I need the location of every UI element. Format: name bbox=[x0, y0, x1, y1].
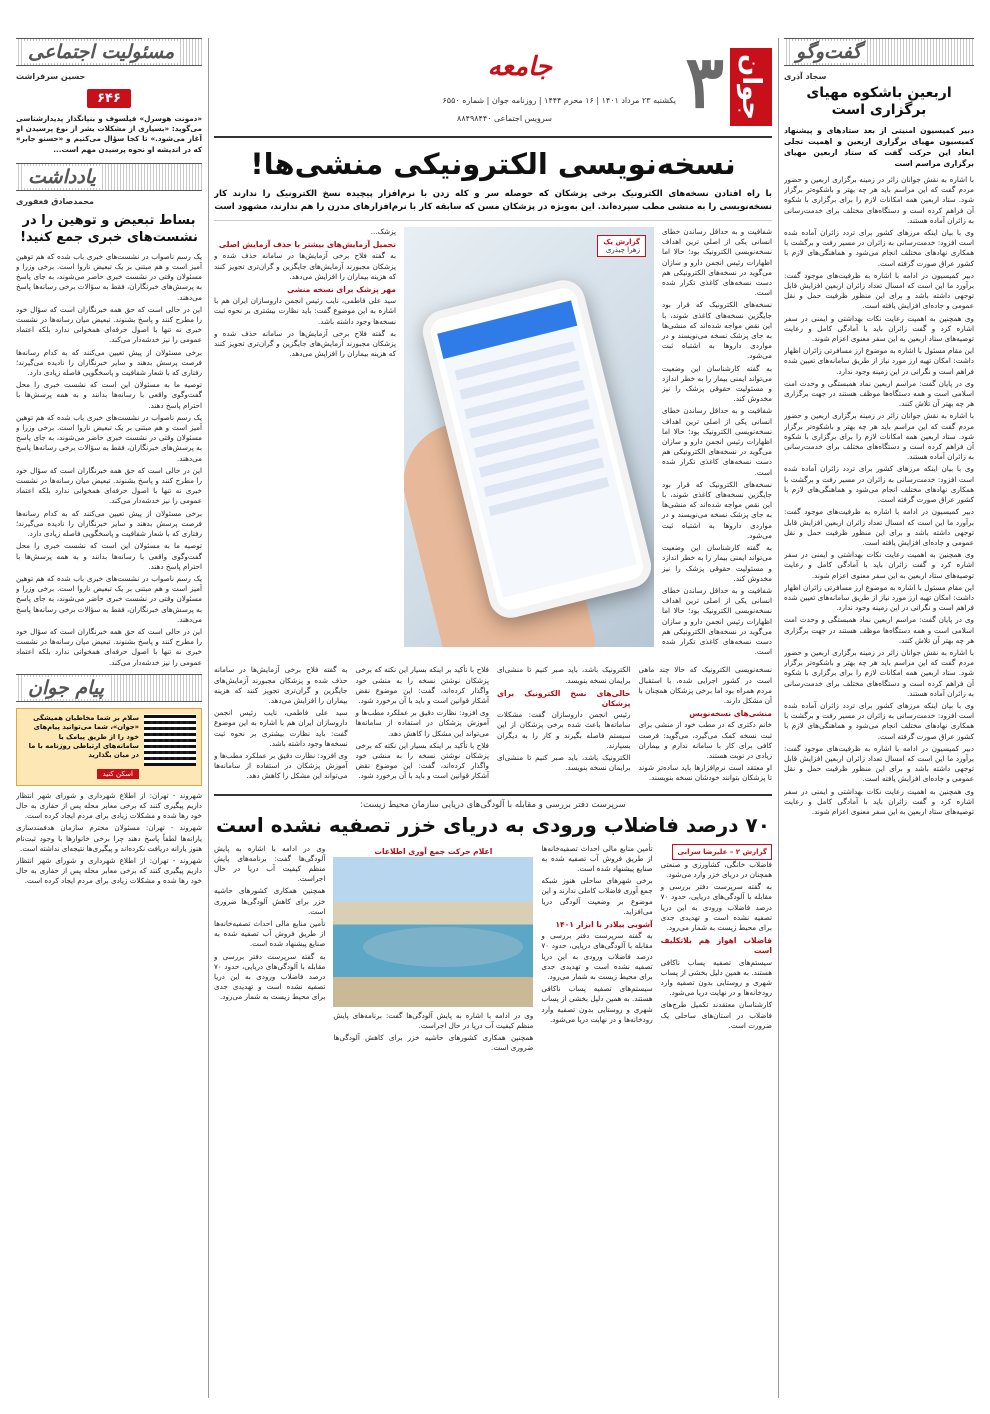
paragraph: این مقام مسئول با اشاره به موضوع ارز مسافرتی زائران اظهار داشت: امکان تهیه ارز مورد نیاز از طریق سامانه‌های تعیین شده فراهم است و نگرانی در این زمینه وجود ندارد. bbox=[784, 346, 974, 376]
subheading: آشوبی بیلادر با ابزار ۱۴۰۱ bbox=[555, 919, 653, 929]
subheading: اعلام حرکت جمع آوری اطلاعات bbox=[374, 846, 493, 856]
paragraph: این در حالی است که حق همه خبرنگاران است که سؤال خود را مطرح کنند و پاسخ بشنوند. تبعیض میان رسانه‌ها در نشست خبری نه تنها با اصول حرفه‌ای همخوانی ندارد بلکه اعتماد عمومی را نیز خدشه‌دار می‌کند. bbox=[16, 304, 202, 345]
subheading: فاضلاب اهواز هم بلاتکلیف است bbox=[660, 936, 772, 956]
paragraph: به گفته سرپرست دفتر بررسی و مقابله با آلودگی‌های دریایی، حدود ۷۰ درصد فاضلاب ورودی به این دریا تصفیه نشده است و تهدیدی جدی برای محیط زیست به شمار می‌رود. bbox=[660, 882, 772, 932]
paragraph: وی همچنین به اهمیت رعایت نکات بهداشتی و ایمنی در سفر اشاره کرد و گفت زائران باید با آمادگی کامل و رعایت توصیه‌های ستاد اربعین به این سفر معنوی اعزام شوند. bbox=[784, 786, 974, 816]
story-column bbox=[662, 227, 772, 659]
report-tag bbox=[597, 235, 646, 257]
section-title: یادداشت bbox=[22, 166, 102, 188]
paragraph: وی با بیان اینکه مرزهای کشور برای تردد زائران آماده شده است افزود: خدمت‌رسانی به زائران در مسیر رفت و برگشت با همکاری نهادهای مختلف انجام می‌شود و هماهنگی‌های لازم با کشور عراق صورت گرفته است. bbox=[784, 228, 974, 268]
section-title: مسئولیت اجتماعی bbox=[22, 41, 180, 63]
paragraph: دبیر کمیسیون در ادامه با اشاره به ظرفیت‌های موجود گفت: برآورد ما این است که امسال تعداد زائران اربعین افزایش قابل توجهی داشته باشد و برای این منظور ظرفیت حمل و نقل عمومی و جاده‌ای افزایش یافته است. bbox=[784, 507, 974, 547]
reader-message-box bbox=[16, 708, 202, 786]
page-number: ۳ bbox=[685, 39, 724, 124]
story-column bbox=[541, 844, 652, 1056]
paragraph: وی با بیان اینکه مرزهای کشور برای تردد زائران آماده شده است افزود: خدمت‌رسانی به زائران در مسیر رفت و برگشت با همکاری نهادهای مختلف انجام می‌شود و هماهنگی‌های لازم با کشور عراق صورت گرفته است. bbox=[784, 700, 974, 741]
subheading: حالی‌های نسخ الکترونیک برای پزشکان bbox=[497, 688, 631, 708]
reader-messages bbox=[16, 791, 202, 887]
article-body bbox=[784, 175, 974, 817]
paragraph: به گفته کارشناسان این وضعیت می‌تواند ایمنی بیمار را به خطر اندازد و مسئولیت حقوقی پزشک را نیز مخدوش کند. bbox=[662, 543, 772, 583]
paragraph: تأمین منابع مالی احداث تصفیه‌خانه‌ها از طریق فروش آب تصفیه شده به صنایع پیشنهاد شده است. bbox=[541, 843, 653, 873]
sea-pollution-photo bbox=[333, 857, 533, 1007]
section-title: گفت‌وگو bbox=[790, 41, 867, 63]
scan-button[interactable]: اسکن کنید bbox=[97, 769, 139, 779]
paragraph: فلاح با تأکید بر اینکه بسیار این نکته که برخی پزشکان نوشتن نسخه را به منشی خود واگذار کرده‌اند، گفت: این موضوع نقض آشکار قوانین است و باید با آن برخورد شود. bbox=[355, 665, 489, 705]
qr-text: سلام بر شما مخاطبان همیشگی «جوان»، شما می‌توانید پیام‌های خود را از طریق پیامک یا سامانه‌های ارتباطی روزنامه با ما در میان بگذارید bbox=[28, 713, 139, 760]
paragraph: کارشناسان معتقدند تکمیل طرح‌های فاضلاب در استان‌های ساحلی یک ضرورت است. bbox=[660, 1000, 772, 1030]
paragraph: یک رسم ناصواب در نشست‌های خبری باب شده که هم توهین آمیز است و هم مبتنی بر یک تبعیض ناروا است. برخی وزرا و مسئولان وقتی در نشست خبری حاضر می‌شوند، به جای پاسخ به پرسش‌های خبرنگاران، فقط به سؤالات برخی رسانه‌ها پاسخ می‌دهند. bbox=[16, 251, 202, 302]
paragraph: همچنین همکاری کشورهای حاشیه خزر برای کاهش آلودگی‌ها ضروری است. bbox=[214, 886, 326, 916]
article-lead: دبیر کمیسیون امنیتی از بعد ستادهای و پیشنهاد کمیسیون مهیای برگزاری اربعین و اهمیت تجلی ابعاد این حرکت گفت که ستاد اربعین مهیای برگزاری مراسم است bbox=[784, 126, 974, 168]
paragraph: رئیس انجمن داروسازان گفت: مشکلات سامانه‌ها باعث شده برخی پزشکان از این سیستم فاصله بگیرند و کار را به دیگران بسپارند. bbox=[497, 710, 631, 750]
paragraph: سید علی فاطمی، نایب رئیس انجمن داروسازان ایران هم با اشاره به این موضوع گفت: باید نظارت بیشتری بر نحوه ثبت نسخه‌ها وجود داشته باشد. bbox=[214, 296, 396, 326]
paragraph: الکترونیک باشد، باید صبر کنیم تا منشی‌ای برایمان نسخه بنویسد. bbox=[497, 752, 631, 773]
paragraph: توصیه ما به مسئولان این است که نشست خبری را محل گفت‌وگوی واقعی با رسانه‌ها بدانند و به همه پرسش‌ها با احترام پاسخ دهند. bbox=[16, 541, 202, 571]
masthead bbox=[214, 38, 772, 138]
paragraph: او معتقد است نرم‌افزارها باید ساده‌تر شوند تا پزشکان بتوانند خودشان نسخه بنویسند. bbox=[638, 763, 772, 783]
main-story-lower bbox=[214, 665, 772, 785]
story-column bbox=[214, 227, 396, 659]
main-headline: نسخه‌نویسی الکترونیکی منشی‌ها! bbox=[250, 147, 736, 181]
paragraph: یک رسم ناصواب در نشست‌های خبری باب شده که هم توهین آمیز است و هم مبتنی بر یک تبعیض ناروا است. برخی وزرا و مسئولان وقتی در نشست خبری حاضر می‌شوند، به جای پاسخ به پرسش‌های خبرنگاران، فقط به سؤالات برخی رسانه‌ها پاسخ می‌دهند. bbox=[16, 573, 202, 624]
paragraph: وی در ادامه با اشاره به پایش آلودگی‌ها گفت: برنامه‌های پایش منظم کیفیت آب دریا در حال اجراست. bbox=[214, 843, 326, 884]
story-column bbox=[214, 844, 325, 1056]
author-name: سجاد آذری bbox=[784, 72, 827, 81]
paragraph: وی در ادامه با اشاره به پایش آلودگی‌ها گفت: برنامه‌های پایش منظم کیفیت آب دریا در حال اجراست. bbox=[333, 1010, 534, 1030]
paragraph: وی در پایان گفت: مراسم اربعین نماد همبستگی و وحدت امت اسلامی است و همه دستگاه‌ها موظف هستند در جهت برگزاری هر چه بهتر آن تلاش کنند. bbox=[784, 615, 974, 645]
paragraph: به گفته سرپرست دفتر بررسی و مقابله با آلودگی‌های دریایی، حدود ۷۰ درصد فاضلاب ورودی به این دریا تصفیه نشده است و تهدیدی جدی برای محیط زیست به شمار می‌رود. bbox=[214, 951, 326, 1002]
paragraph: وی همچنین به اهمیت رعایت نکات بهداشتی و ایمنی در سفر اشاره کرد و گفت زائران باید با آمادگی کامل و رعایت توصیه‌های ستاد اربعین به این سفر معنوی اعزام شوند. bbox=[784, 313, 974, 344]
paragraph: شفافیت و به حداقل رساندن خطای انسانی یکی از اصلی ترین اهداف نسخه‌نویسی الکترونیک بود؛ حالا اما اظهارات رئیس انجمن دارو و سازان می‌گوید در نسخه‌های الکترونیکی هم دست نسخه‌های کاغذی تکرار شده است. bbox=[662, 406, 772, 477]
paragraph: نسخه‌های الکترونیک که قرار بود جایگزین نسخه‌های کاغذی شوند، با این نقص مواجه شده‌اند که منشی‌ها به جای پزشک نسخه می‌نویسند و در مواردی داروها به اشتباه ثبت می‌شود. bbox=[662, 479, 772, 540]
second-story bbox=[214, 794, 772, 1056]
paragraph: این در حالی است که حق همه خبرنگاران است که سؤال خود را مطرح کنند و پاسخ بشنوند. تبعیض میان رسانه‌ها در نشست خبری نه تنها با اصول حرفه‌ای همخوانی ندارد بلکه اعتماد عمومی را نیز خدشه‌دار می‌کند. bbox=[16, 626, 202, 667]
message-item: شهروند - تهران: مسئولان محترم سازمان هدفمندسازی یارانه‌ها لطفاً پاسخ دهند چرا برخی خانوارها با وجود ثبت‌نام هنوز یارانه دریافت نکرده‌اند و پیگیری‌ها نتیجه‌ای نداشته است. bbox=[16, 823, 202, 853]
paragraph: با اشاره به نقش جوانان زائر در زمینه برگزاری اربعین و حضور مردم گفت که این مراسم باید هر چه بهتر و باشکوه‌تر برگزار شود. ستاد اربعین همه امکانات لازم را برای برگزاری با شکوه آن فراهم کرده است و دستگاه‌های مختلف برای خدمت‌رسانی به زائران آماده هستند. bbox=[784, 411, 974, 462]
photo-area bbox=[333, 844, 533, 1056]
message-item: شهروند - تهران: از اطلاع شهرداری و شورای شهر انتظار داریم پیگیری کنند که برخی معابر محله پس از حفاری به حال خود رها شده و مشکلات زیادی برای مردم ایجاد کرده است. bbox=[16, 855, 202, 886]
paragraph: پزشک... bbox=[370, 227, 396, 236]
photo-area bbox=[404, 227, 654, 659]
author-name: محمدصادق فغفوری bbox=[16, 196, 94, 206]
paragraph: به گفته سرپرست دفتر بررسی و مقابله با آلودگی‌های دریایی، حدود ۷۰ درصد فاضلاب ورودی به این دریا تصفیه نشده است و تهدیدی جدی برای محیط زیست به شمار می‌رود. bbox=[541, 931, 653, 981]
paragraph: شفافیت و به حداقل رساندن خطای انسانی یکی از اصلی ترین اهداف نسخه‌نویسی الکترونیک بود؛ حالا اما اظهارات رئیس انجمن دارو و سازان می‌گوید در نسخه‌های الکترونیکی هم دست نسخه‌های کاغذی تکرار شده است. bbox=[662, 227, 772, 298]
right-column bbox=[784, 38, 974, 1398]
paragraph: این در حالی است که حق همه خبرنگاران است که سؤال خود را مطرح کنند و پاسخ بشنوند. تبعیض میان رسانه‌ها در نشست خبری نه تنها با اصول حرفه‌ای همخوانی ندارد بلکه اعتماد عمومی را نیز خدشه‌دار می‌کند. bbox=[16, 465, 202, 506]
paragraph: وی در پایان گفت: مراسم اربعین نماد همبستگی و وحدت امت اسلامی است و همه دستگاه‌ها موظف هستند در جهت برگزاری هر چه بهتر آن تلاش کنند. bbox=[784, 378, 974, 409]
section-banner bbox=[16, 674, 202, 702]
paragraph: این مقام مسئول با اشاره به موضوع ارز مسافرتی زائران اظهار داشت: امکان تهیه ارز مورد نیاز از طریق سامانه‌های تعیین شده فراهم است و نگرانی در این زمینه وجود ندارد. bbox=[784, 582, 974, 613]
paragraph: سیستم‌های تصفیه پساب ناکافی هستند. به همین دلیل بخشی از پساب شهری و روستایی بدون تصفیه وارد رودخانه‌ها و در نهایت دریا می‌شود. bbox=[660, 957, 772, 998]
second-story-body bbox=[214, 844, 772, 1056]
paragraph: همچنین همکاری کشورهای حاشیه خزر برای کاهش آلودگی‌ها ضروری است. bbox=[333, 1032, 534, 1053]
second-story-kicker: سرپرست دفتر بررسی و مقابله با آلودگی‌های دریایی سازمان محیط زیست: bbox=[360, 799, 626, 810]
paragraph: برخی شهرهای ساحلی هنوز شبکه جمع آوری فاضلاب کاملی ندارند و این موضوع بر وضعیت آلودگی دریا می‌افزاید. bbox=[541, 876, 653, 916]
newspaper-logo: جوان bbox=[730, 48, 772, 126]
paragraph: برخی مسئولان از پیش تعیین می‌کنند که به کدام رسانه‌ها فرصت پرسش بدهند و سایر خبرنگاران را نادیده می‌گیرند؛ رفتاری که با شعار شفافیت و پاسخگویی فاصله زیادی دارد. bbox=[16, 508, 202, 539]
paragraph: وی افزود: نظارت دقیق بر عملکرد مطب‌ها و آموزش پزشکان در استفاده از سامانه‌ها می‌تواند این مشکل را کاهش دهد. bbox=[214, 750, 348, 781]
author-name: حسین سرفراشت bbox=[16, 72, 86, 81]
intro-text: «دمونت هوسرل» فیلسوف و بنیانگذار پدیدارشناسی می‌گوید: «بسیاری از مشکلات بشر از نوع پرسیدن او آغاز می‌شود.» تا کجا سؤال می‌کنیم و «حسنو جابر» که در اندیشه او نحوه پرسیدن مهم است... bbox=[16, 114, 202, 154]
story-column bbox=[214, 665, 348, 785]
paragraph: به گفته فلاح برخی آزمایش‌ها در سامانه حذف شده و پزشکان مجبورند آزمایش‌های جایگزین و گران‌تری تجویز کنند که هزینه بیماران را افزایش می‌دهد. bbox=[214, 251, 396, 281]
paragraph: وی افزود: نظارت دقیق بر عملکرد مطب‌ها و آموزش پزشکان در استفاده از سامانه‌ها می‌تواند این مشکل را کاهش دهد. bbox=[355, 708, 489, 738]
paragraph: به گفته فلاح برخی آزمایش‌ها در سامانه حذف شده و پزشکان مجبورند آزمایش‌های جایگزین و گران‌تری تجویز کنند که هزینه بیماران را افزایش می‌دهد. bbox=[214, 665, 348, 705]
column-divider bbox=[208, 38, 209, 1398]
paragraph: وی با بیان اینکه مرزهای کشور برای تردد زائران آماده شده است افزود: خدمت‌رسانی به زائران در مسیر رفت و برگشت با همکاری نهادهای مختلف انجام می‌شود و هماهنگی‌های لازم با کشور عراق صورت گرفته است. bbox=[784, 464, 974, 505]
story-column bbox=[333, 1011, 533, 1054]
paragraph: خانم دکتری که در مطب خود از منشی برای ثبت نسخه کمک می‌گیرد، می‌گوید: فرصت کافی برای کار با سامانه ندارم و بیماران زیادی در نوبت هستند. bbox=[638, 720, 772, 760]
paragraph: دبیر کمیسیون در ادامه با اشاره به ظرفیت‌های موجود گفت: برآورد ما این است که امسال تعداد زائران اربعین افزایش قابل توجهی داشته باشد و برای این منظور ظرفیت حمل و نقل عمومی و جاده‌ای افزایش یافته است. bbox=[784, 270, 974, 311]
article-title: اربعین باشکوه مهیای برگزاری است bbox=[806, 85, 952, 118]
paragraph: به گفته کارشناسان این وضعیت می‌تواند ایمنی بیمار را به خطر اندازد و مسئولیت حقوقی پزشک را نیز مخدوش کند. bbox=[662, 363, 772, 404]
second-story-title: ۷۰ درصد فاضلاب ورودی به دریای خزر تصفیه نشده است bbox=[216, 812, 770, 837]
subheading: مهر پزشک برای نسخه منشی bbox=[287, 285, 396, 295]
section-title: پیام جوان bbox=[22, 677, 110, 699]
reporter-name: زهرا چیذری bbox=[605, 246, 640, 254]
subheading: تحمیل آزمایش‌های بیشتر با حذف آزمایش اصلی bbox=[218, 240, 396, 250]
paragraph: فاضلاب خانگی، کشاورزی و صنعتی همچنان در دریای خزر وارد می‌شود. bbox=[660, 859, 772, 879]
number-badge: ۶۴۶ bbox=[87, 89, 131, 108]
paragraph: برخی مسئولان از پیش تعیین می‌کنند که به کدام رسانه‌ها فرصت پرسش بدهند و سایر خبرنگاران را نادیده می‌گیرند؛ رفتاری که با شعار شفافیت و پاسخگویی فاصله زیادی دارد. bbox=[16, 347, 202, 378]
section-name: جامعه bbox=[487, 52, 552, 82]
section-banner bbox=[16, 163, 202, 191]
paragraph: الکترونیک باشد، باید صبر کنیم تا منشی‌ای برایمان نسخه بنویسد. bbox=[497, 665, 631, 685]
smartphone-photo bbox=[404, 227, 654, 647]
main-lead: با راه افتادن نسخه‌های الکترونیک برخی پزشکان که حوصله سر و کله زدن با نرم‌افزار پیچیده نسخ الکترونیک را ندارند کار نسخه‌نویسی را به منشی مطب سپرده‌اند. این به‌ویژه در پزشکان مسن که سابقه کار با نرم‌افزارهای مدرن را هم ندارند، مشهود است bbox=[214, 188, 772, 221]
message-item: شهروند - تهران: از اطلاع شهرداری و شورای شهر انتظار داریم پیگیری کنند که برخی معابر محله پس از حفاری به حال خود رها شده و مشکلات زیادی برای مردم ایجاد کرده است. bbox=[16, 790, 202, 821]
paragraph: دبیر کمیسیون در ادامه با اشاره به ظرفیت‌های موجود گفت: برآورد ما این است که امسال تعداد زائران اربعین افزایش قابل توجهی داشته باشد و برای این منظور ظرفیت حمل و نقل عمومی و جاده‌ای افزایش یافته است. bbox=[784, 743, 974, 784]
story-column bbox=[356, 665, 490, 785]
report-label: گزارش یک bbox=[603, 238, 640, 246]
article-body bbox=[16, 252, 202, 668]
main-story-body bbox=[214, 227, 772, 659]
paragraph: با اشاره به نقش جوانان زائر در زمینه برگزاری اربعین و حضور مردم گفت که این مراسم باید هر چه بهتر و باشکوه‌تر برگزار شود. ستاد اربعین همه امکانات لازم را برای برگزاری با شکوه آن فراهم کرده است و دستگاه‌های مختلف برای خدمت‌رسانی به زائران آماده هستند. bbox=[784, 647, 974, 698]
dateline: یکشنبه ۲۳ مرداد ۱۴۰۱ | ۱۶ محرم ۱۴۴۴ | روزنامه جوان | شماره ۶۵۵۰ bbox=[442, 96, 676, 105]
paragraph: نسخه‌نویسی الکترونیک که حالا چند ماهی است در کشور اجرایی شده، با استقبال مردم همراه بود اما برخی پزشکان همچنان با آن مشکل دارند. bbox=[638, 665, 772, 705]
paragraph: وی همچنین به اهمیت رعایت نکات بهداشتی و ایمنی در سفر اشاره کرد و گفت زائران باید با آمادگی کامل و رعایت توصیه‌های ستاد اربعین به این سفر معنوی اعزام شوند. bbox=[784, 550, 974, 580]
paragraph: سید علی فاطمی، نایب رئیس انجمن داروسازان ایران هم با اشاره به این موضوع گفت: باید نظارت بیشتری بر نحوه ثبت نسخه‌ها وجود داشته باشد. bbox=[214, 708, 348, 748]
story-column bbox=[639, 665, 773, 785]
paragraph: تأمین منابع مالی احداث تصفیه‌خانه‌ها از طریق فروش آب تصفیه شده به صنایع پیشنهاد شده است. bbox=[214, 918, 326, 949]
paragraph: سیستم‌های تصفیه پساب ناکافی هستند. به همین دلیل بخشی از پساب شهری و روستایی بدون تصفیه وارد رودخانه‌ها و در نهایت دریا می‌شود. bbox=[541, 984, 653, 1024]
left-column bbox=[16, 38, 202, 1398]
paragraph: توصیه ما به مسئولان این است که نشست خبری را محل گفت‌وگوی واقعی با رسانه‌ها بدانند و به همه پرسش‌ها با احترام پاسخ دهند. bbox=[16, 380, 202, 410]
subheading: منشی‌های نسخه‌نویس bbox=[689, 709, 772, 719]
report-tag: گزارش ۲ – علیرضا سرابی bbox=[672, 844, 772, 860]
story-column bbox=[661, 844, 772, 1056]
column-divider bbox=[778, 38, 779, 1398]
service-line: سرویس اجتماعی ۸۸۴۹۸۴۴۰ bbox=[457, 114, 552, 123]
paragraph: نسخه‌های الکترونیک که قرار بود جایگزین نسخه‌های کاغذی شوند، با این نقص مواجه شده‌اند که منشی‌ها به جای پزشک نسخه می‌نویسند و در مواردی داروها به اشتباه ثبت می‌شود. bbox=[662, 300, 772, 361]
section-banner bbox=[16, 38, 202, 66]
section-banner bbox=[784, 38, 974, 66]
paragraph: فلاح با تأکید بر اینکه بسیار این نکته که برخی پزشکان نوشتن نسخه را به منشی خود واگذار کرده‌اند، گفت: این موضوع نقض آشکار قوانین است و باید با آن برخورد شود. bbox=[355, 740, 489, 781]
paragraph: شفافیت و به حداقل رساندن خطای انسانی یکی از اصلی ترین اهداف نسخه‌نویسی الکترونیک بود؛ حالا اما اظهارات رئیس انجمن دارو و سازان می‌گوید در نسخه‌های الکترونیکی هم دست نسخه‌های کاغذی تکرار شده است. bbox=[662, 585, 772, 657]
article-title: بساط تبعیض و توهین را در نشست‌های خبری جمع کنید! bbox=[20, 212, 198, 245]
story-column bbox=[497, 665, 631, 785]
paragraph: یک رسم ناصواب در نشست‌های خبری باب شده که هم توهین آمیز است و هم مبتنی بر یک تبعیض ناروا است. برخی وزرا و مسئولان وقتی در نشست خبری حاضر می‌شوند، به جای پاسخ به پرسش‌های خبرنگاران، فقط به سؤالات برخی رسانه‌ها پاسخ می‌دهند. bbox=[16, 412, 202, 463]
main-area bbox=[214, 38, 772, 1398]
qr-code-icon[interactable] bbox=[144, 714, 196, 766]
paragraph: با اشاره به نقش جوانان زائر در زمینه برگزاری اربعین و حضور مردم گفت که این مراسم باید هر چه بهتر و باشکوه‌تر برگزار شود. ستاد اربعین همه امکانات لازم را برای برگزاری با شکوه آن فراهم کرده است و دستگاه‌های مختلف برای خدمت‌رسانی به زائران آماده هستند. bbox=[784, 175, 974, 225]
paragraph: به گفته فلاح برخی آزمایش‌ها در سامانه حذف شده و پزشکان مجبورند آزمایش‌های جایگزین و گران‌تری تجویز کنند که هزینه بیماران را افزایش می‌دهد. bbox=[214, 328, 396, 359]
